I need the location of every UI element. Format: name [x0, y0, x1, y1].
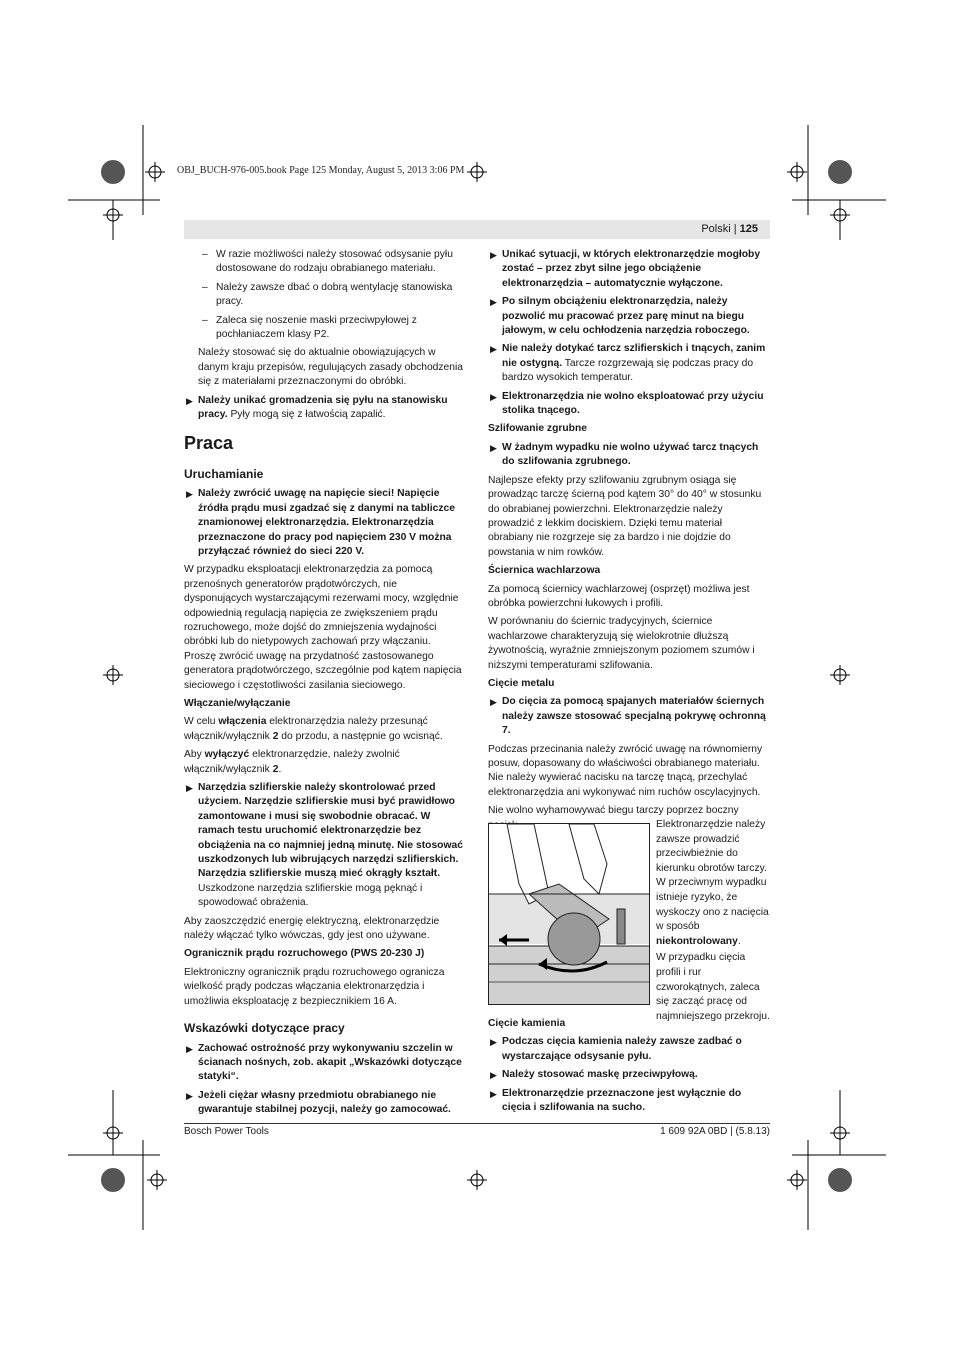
- heading-ciecie-kamienia: Cięcie kamienia: [488, 1018, 566, 1029]
- bullet-arrow-icon: ▶: [186, 489, 193, 500]
- paragraph: Za pomocą ściernicy wachlarzowej (osprzęt) możliwa jest obróbka powierzchni łukowych i profili.: [488, 583, 750, 609]
- cutting-illustration: [488, 823, 650, 1005]
- bullet-item: ▶ W żadnym wypadku nie wolno używać tarcz tnących do szlifowania zgrubnego.: [490, 441, 759, 468]
- bullet-item: ▶ Narzędzia szlifierskie należy skontrolować przed użyciem. Narzędzie szlifierskie musi być prawidłowo zamontowane i musi się swobodnie obracać. W ramach testu uruchomić elektronarzędzie bez obciążenia na co najmniej jedną minutę. Nie stosować uszkodzonych lub wibrujących narzędzi szlifierskich. Narzędzia szlifierskie muszą mieć okrągły kształt. Uszkodzone narzędzia szlifierskie mogą pęknąć i spowodować obrażenia.: [186, 782, 463, 909]
- page-number: 125: [739, 223, 758, 235]
- heading-uruchamianie: Uruchamianie: [184, 466, 264, 481]
- bullet-item: ▶ Unikać sytuacji, w których elektronarzędzie mogłoby zostać – przez zbyt silne jego obciążenie elektronarzędzia – automatycznie wyłączone.: [490, 249, 761, 289]
- paragraph: Podczas przecinania należy zwrócić uwagę na równomierny posuw, dopasowany do właściwości obrabianego materiału. Nie należy wywierać nacisku na tarczę tnącą, przechylać elektronarzędzia ani wykonywać nim ruchów oscylacyjnych.: [488, 743, 763, 798]
- book-info-line: OBJ_BUCH-976-005.book Page 125 Monday, August 5, 2013 3:06 PM: [177, 165, 465, 176]
- paragraph: Proszę zwrócić uwagę na przydatność zastosowanego generatora prądotwórczego, szczególnie pod kątem napięcia sieciowego i częstotliwości zasilania sieciowego.: [184, 650, 462, 691]
- heading-wskazowki: Wskazówki dotyczące pracy: [184, 1021, 345, 1036]
- paragraph: Najlepsze efekty przy szlifowaniu zgrubnym osiąga się prowadząc tarczę ścierną pod kątem 30° do 40° w stosunku do obrabianej powierzchni. Elektronarzędzie należy prowadzić z lekkim dociskiem. Dzięki temu materiał obrabiany nie rozgrzeje się za bardzo i nie dojdzie do powstania w nim rowków.: [488, 474, 762, 558]
- dash-item: – Zaleca się noszenie maski przeciwpyłowej z pochłaniaczem klasy P2.: [202, 314, 417, 341]
- bullet-item: ▶ Elektronarzędzie przeznaczone jest wyłącznie do cięcia i szlifowania na sucho.: [490, 1087, 742, 1114]
- bullet-arrow-icon: ▶: [490, 344, 497, 355]
- paragraph: Należy stosować się do aktualnie obowiązujących w danym kraju przepisów, regulujących zasady obchodzenia się z materiałami przeznaczonymi do obróbki.: [198, 347, 464, 388]
- heading-sciernica: Ściernica wachlarzowa: [488, 565, 601, 577]
- paragraph: Elektronarzędzie należy zawsze prowadzić przeciwbieżnie do kierunku obrotów tarczy. W przeciwnym wypadku istnieje ryzyko, że wyskoczy ono z nacięcia w sposób niekontrolowany.: [656, 819, 769, 947]
- bullet-arrow-icon: ▶: [490, 250, 497, 260]
- angle-grinder-cutting-figure: [489, 824, 649, 1004]
- header-text: Polski | 125: [701, 223, 758, 235]
- bullet-arrow-icon: ▶: [490, 1088, 497, 1099]
- bullet-arrow-icon: ▶: [490, 297, 497, 308]
- bullet-item: ▶ Należy stosować maskę przeciwpyłową.: [488, 1068, 770, 1082]
- right-column: [488, 248, 770, 837]
- heading-ciecie-metalu: Cięcie metalu: [488, 677, 555, 689]
- bullet-arrow-icon: ▶: [490, 1070, 497, 1081]
- paragraph: W porównaniu do ściernic tradycyjnych, ściernice wachlarzowe charakteryzują się wielokrotnie dłuższą żywotnością, wyraźnie zmniejszonym poziomem szumów i niższymi temperaturami szlifowania.: [488, 616, 755, 671]
- heading-ogranicznik: Ogranicznik prądu rozruchowego (PWS 20-230 J): [184, 948, 425, 960]
- dash-item: – Należy zawsze dbać o dobrą wentylację stanowiska pracy.: [202, 281, 453, 308]
- bullet-arrow-icon: ▶: [186, 1043, 193, 1054]
- paragraph: W celu włączenia elektronarzędzia należy przesunąć włącznik/wyłącznik 2 do przodu, a następnie go wcisnąć.: [184, 716, 443, 742]
- paragraph: Aby wyłączyć elektronarzędzie, należy zwolnić włącznik/wyłącznik 2.: [184, 749, 400, 775]
- bullet-item: ▶ Nie należy dotykać tarcz szlifierskich i tnących, zanim nie ostygną. Tarcze rozgrzewają się podczas pracy do bardzo wysokich temperatur.: [490, 343, 766, 384]
- bullet-item: ▶ Zachować ostrożność przy wykonywaniu szczelin w ścianach nośnych, zob. akapit „Wskazówki dotyczące statyki“.: [186, 1042, 462, 1083]
- paragraph: W przypadku eksploatacji elektronarzędzia za pomocą przenośnych generatorów prądotwórczych, nie dysponujących wystarczającymi rezerwami mocy, względnie odpowiednią regulacją napięcia ze zwiększeniem prądu rozruchowego, może dojść do zmniejszenia wydajności obróbki lub do nietypowych zachowań przy włączaniu.: [184, 564, 459, 648]
- bullet-arrow-icon: ▶: [490, 1037, 497, 1048]
- figure-caption: [656, 818, 770, 1024]
- paragraph: Elektroniczny ogranicznik prądu rozruchowego ogranicza wielkość prądy podczas włączania elektronarzędzia i umożliwia eksploatację z bezpiecznikiem 16 A.: [184, 966, 445, 1007]
- left-column: [184, 248, 466, 1122]
- bullet-item: ▶ Do cięcia za pomocą spajanych materiałów ściernych należy zawsze stosować specjalną pokrywę ochronną 7.: [490, 696, 766, 737]
- heading-szlifowanie-zgrubne: Szlifowanie zgrubne: [488, 423, 587, 435]
- heading-wlaczanie: Włączanie/wyłączanie: [184, 697, 291, 709]
- section-title-praca: Praca: [184, 433, 234, 454]
- bullet-item: ▶ Należy zwrócić uwagę na napięcie sieci! Napięcie źródła prądu musi zgadzać się z danymi na tabliczce znamionowej elektronarzędzia. Elektronarzędzia przeznaczone do pracy pod napięciem 230 V można przyłączać również do sieci 220 V.: [186, 488, 455, 557]
- bullet-arrow-icon: ▶: [490, 697, 497, 708]
- bullet-arrow-icon: ▶: [186, 783, 193, 793]
- right-column-bottom: [488, 1017, 770, 1119]
- bullet-item: ▶ Elektronarzędzia nie wolno eksploatować przy użyciu stolika tnącego.: [490, 390, 764, 417]
- paragraph: Aby zaoszczędzić energię elektryczną, elektronarzędzie należy włączać tylko wówczas, gdy jest ono używane.: [184, 915, 440, 942]
- footer-rule: [184, 1123, 770, 1124]
- bullet-arrow-icon: ▶: [186, 395, 193, 406]
- dash-item: – W razie możliwości należy stosować odsysanie pyłu dostosowane do rodzaju obrabianego materiału.: [202, 249, 453, 275]
- footer-right: 1 609 92A 0BD | (5.8.13): [660, 1126, 770, 1137]
- bullet-item: ▶ Należy unikać gromadzenia się pyłu na stanowisku pracy. Pyły mogą się z łatwością zapalić.: [186, 394, 448, 421]
- page-header: [184, 220, 770, 239]
- header-language: Polski: [701, 223, 731, 235]
- bullet-arrow-icon: ▶: [186, 1090, 193, 1101]
- bullet-arrow-icon: ▶: [490, 391, 497, 402]
- bullet-item: ▶ Jeżeli ciężar własny przedmiotu obrabianego nie gwarantuje stabilnej pozycji, należy go zamocować.: [186, 1089, 451, 1116]
- bullet-arrow-icon: ▶: [490, 442, 497, 453]
- bullet-item: ▶ Po silnym obciążeniu elektronarzędzia, należy pozwolić mu pracować przez parę minut na biegu jałowym, w celu ochłodzenia narzędzia roboczego.: [490, 296, 750, 337]
- footer-left: Bosch Power Tools: [184, 1126, 269, 1137]
- bullet-item: ▶ Podczas cięcia kamienia należy zawsze zadbać o wystarczające odsysanie pyłu.: [490, 1036, 742, 1062]
- paragraph: W przypadku cięcia profili i rur czworokątnych, zaleca się zacząć pracę od najmniejszego przekroju.: [656, 952, 770, 1022]
- paragraph: Nie wolno wyhamowywać biegu tarczy poprzez boczny: [488, 805, 739, 817]
